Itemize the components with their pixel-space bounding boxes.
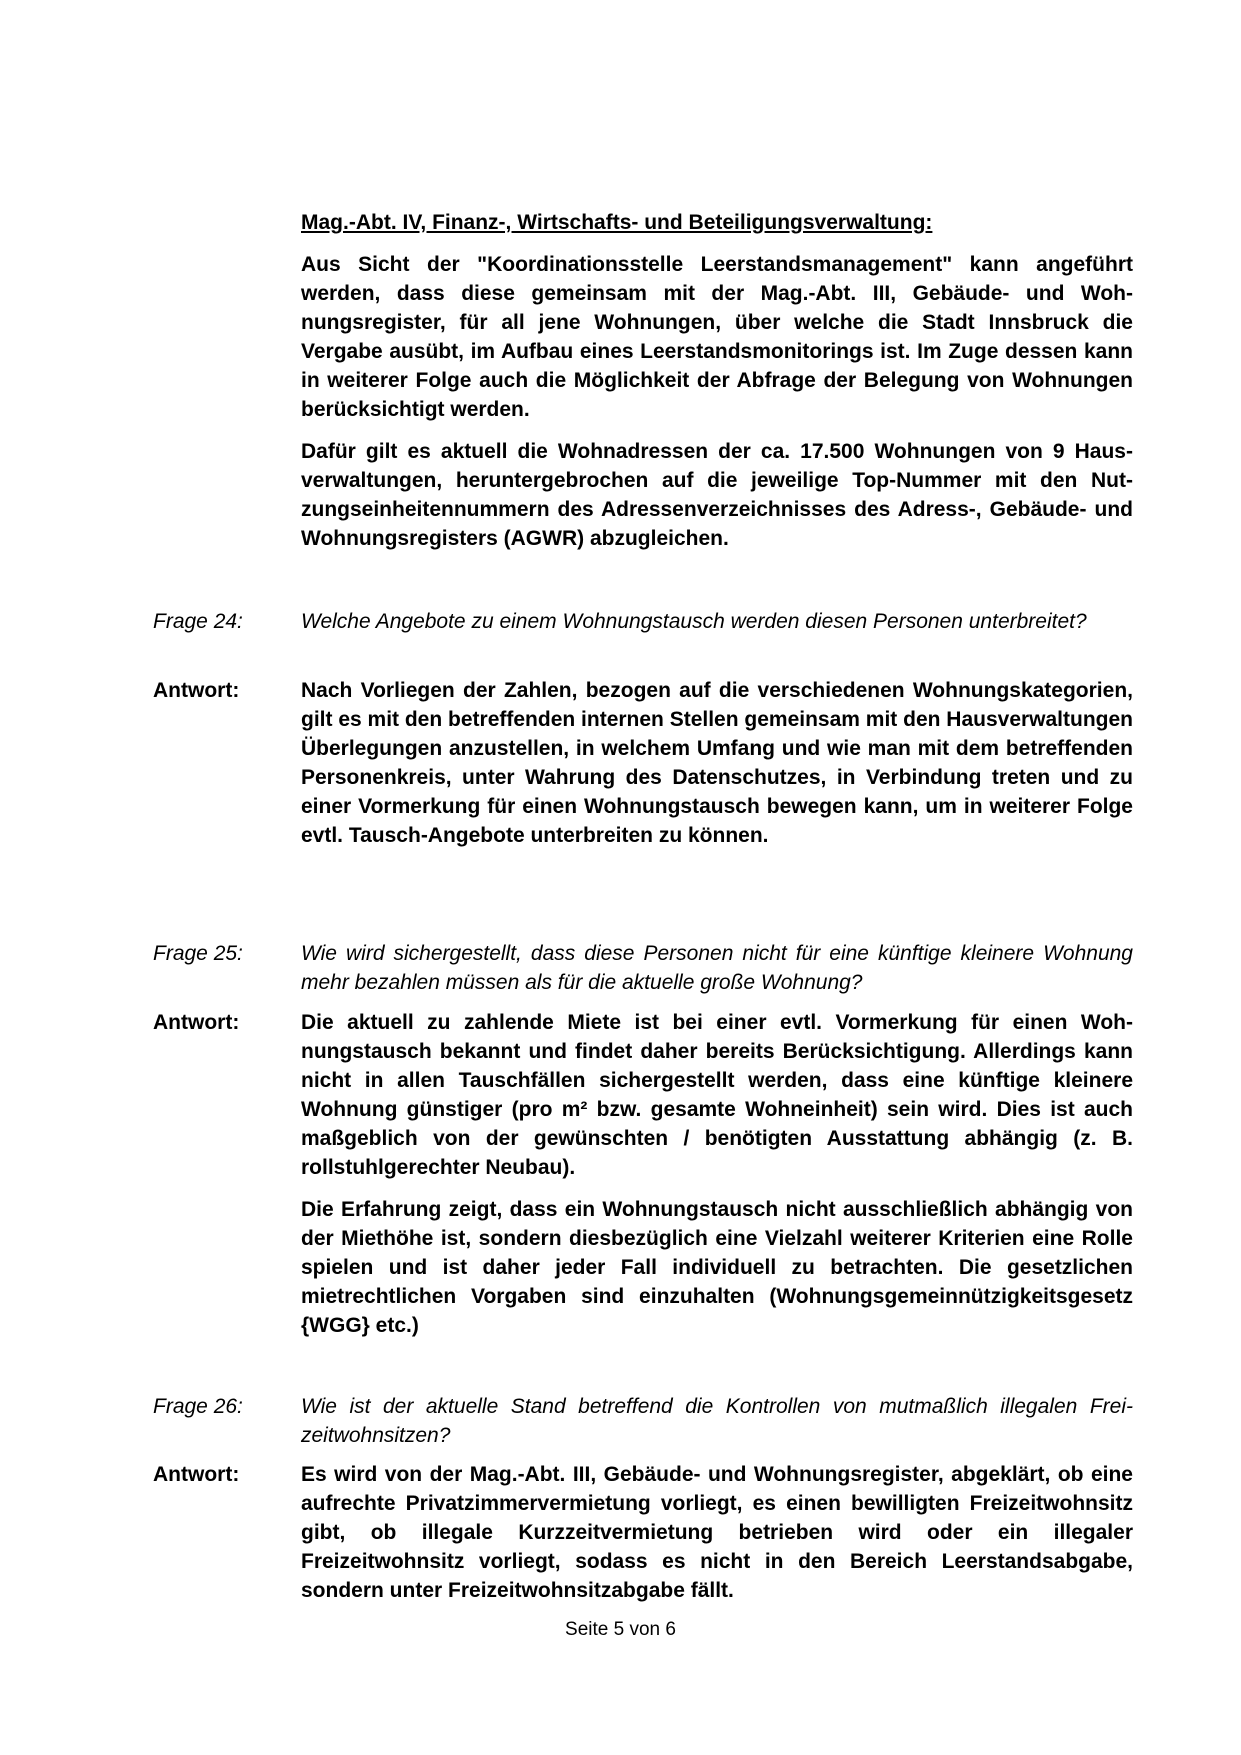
answer-text: Es wird von der Mag.-Abt. III, Gebäude- und Wohnungsregister, abgeklärt, ob eine aufrechte Privatzimmervermietung vorliegt, es einen bewilligten Freizeitwohnsitz gibt, ob illegale Kurzzeitvermietung betrieben wird oder ein illegaler Freizeitwohnsitz vorliegt, sodass es nicht in den Bereich Leerstandsabgabe, sondern unter Freizeitwohnsitzabgabe fällt. [301,1463,1133,1602]
answer-label: Antwort: [153,1463,240,1486]
question-label: Frage 24: [153,610,243,633]
answer-label: Antwort: [153,679,240,702]
question-text: Wie wird sichergestellt, dass diese Personen nicht für eine künftige kleinere Wohnung mehr bezahlen müssen als für die aktuelle große Wohnung? [301,942,1133,994]
section-paragraph: Dafür gilt es aktuell die Wohnadressen der ca. 17.500 Wohnungen von 9 Hausverwaltungen, heruntergebrochen auf die jeweilige Top-Nummer mit den Nutzungseinheitennummern des Adressenverzeichnisses des Adress-, Gebäude- und Wohnungsregisters (AGWR) abzugleichen. [301,440,1133,550]
answer-label: Antwort: [153,1011,240,1034]
answer-text: Die Erfahrung zeigt, dass ein Wohnungstausch nicht ausschließlich abhängig von der Miethöhe ist, sondern diesbezüglich eine Vielzahl weiterer Kriterien eine Rolle spielen und ist daher jeder Fall individuell zu betrachten. Die gesetzlichen mietrechtlichen Vorgaben sind einzuhalten (Wohnungsgemeinnützigkeitsgesetz {WGG} etc.) [301,1198,1133,1337]
answer-text: Die aktuell zu zahlende Miete ist bei einer evtl. Vormerkung für einen Wohnungstausch bekannt und findet daher bereits Berücksichtigung. Allerdings kann nicht in allen Tauschfällen sichergestellt werden, dass eine künftige kleinere Wohnung günstiger (pro m² bzw. gesamte Wohneinheit) sein wird. Dies ist auch maßgeblich von der gewünschten / benötigten Ausstattung abhängig (z. B. rollstuhlgerechter Neubau). [301,1011,1133,1179]
question-text: Wie ist der aktuelle Stand betreffend die Kontrollen von mutmaßlich illegalen Freizeitwohnsitzen? [301,1395,1133,1447]
question-text: Welche Angebote zu einem Wohnungstausch werden diesen Personen unterbreitet? [301,610,1087,633]
section-heading: Mag.-Abt. IV, Finanz-, Wirtschafts- und Beteiligungsverwaltung: [301,211,933,234]
question-label: Frage 26: [153,1395,243,1418]
section-paragraph: Aus Sicht der "Koordinationsstelle Leerstandsmanagement" kann angeführt werden, dass diese gemeinsam mit der Mag.-Abt. III, Gebäude- und Wohnungsregister, für all jene Wohnungen, über welche die Stadt Innsbruck die Vergabe ausübt, im Aufbau eines Leerstandsmonitorings ist. Im Zuge dessen kann in weiterer Folge auch die Möglichkeit der Abfrage der Belegung von Wohnungen berücksichtigt werden. [301,253,1133,421]
answer-text: Nach Vorliegen der Zahlen, bezogen auf die verschiedenen Wohnungskategorien, gilt es mit den betreffenden internen Stellen gemeinsam mit den Hausverwaltungen Überlegungen anzustellen, in welchem Umfang und wie man mit dem betreffenden Personenkreis, unter Wahrung des Datenschutzes, in Verbindung treten und zu einer Vormerkung für einen Wohnungstausch bewegen kann, um in weiterer Folge evtl. Tausch-Angebote unterbreiten zu können. [301,679,1134,847]
question-label: Frage 25: [153,942,243,965]
page-number: Seite 5 von 6 [565,1619,676,1640]
